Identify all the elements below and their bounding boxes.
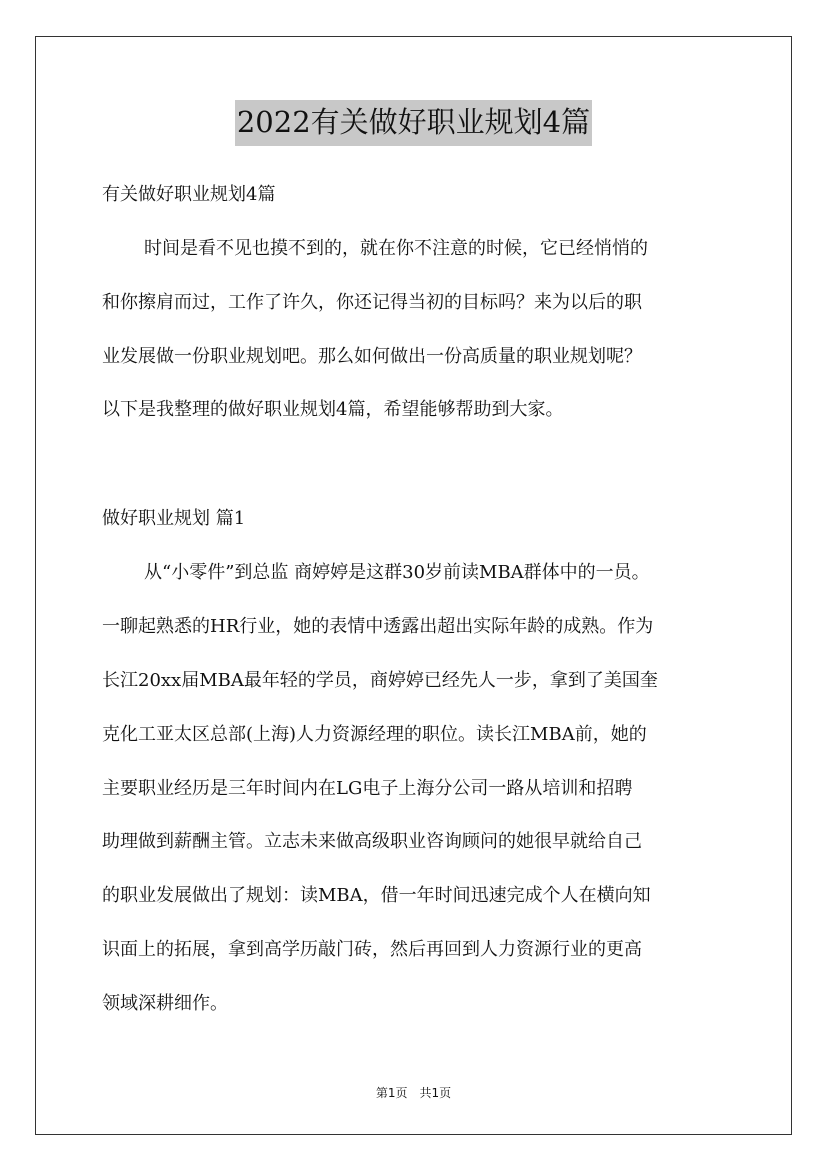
page-footer: 第1页 共1页	[375, 1086, 452, 1100]
body-line: 助理做到薪酬主管。立志未来做高级职业咨询顾问的她很早就给自己	[102, 831, 642, 852]
body-line: 克化工亚太区总部(上海)人力资源经理的职位。读长江MBA前，她的	[102, 724, 647, 745]
body-line: 的职业发展做出了规划：读MBA，借一年时间迅速完成个人在横向知	[102, 885, 651, 906]
body-line: 从“小零件”到总监 商婷婷是这群30岁前读MBA群体中的一员。	[144, 562, 650, 583]
body-line: 一聊起熟悉的HR行业，她的表情中透露出超出实际年龄的成熟。作为	[102, 616, 654, 637]
intro-line: 时间是看不见也摸不到的，就在你不注意的时候，它已经悄悄的	[144, 238, 648, 259]
section-heading: 做好职业规划 篇1	[102, 508, 246, 529]
document-title	[0, 100, 827, 146]
document-title-text: 2022有关做好职业规划4篇	[235, 100, 592, 146]
body-line: 识面上的拓展，拿到高学历敲门砖，然后再回到人力资源行业的更高	[102, 939, 642, 960]
intro-line: 以下是我整理的做好职业规划4篇，希望能够帮助到大家。	[102, 399, 564, 420]
body-line: 主要职业经历是三年时间内在LG电子上海分公司一路从培训和招聘	[102, 778, 633, 799]
intro-line: 和你擦肩而过，工作了许久，你还记得当初的目标吗？来为以后的职	[102, 292, 642, 313]
body-line: 长江20xx届MBA最年轻的学员，商婷婷已经先人一步，拿到了美国奎	[102, 670, 658, 691]
document-subtitle: 有关做好职业规划4篇	[102, 184, 276, 205]
body-line: 领域深耕细作。	[102, 993, 228, 1014]
intro-line: 业发展做一份职业规划吧。那么如何做出一份高质量的职业规划呢？	[102, 346, 642, 367]
